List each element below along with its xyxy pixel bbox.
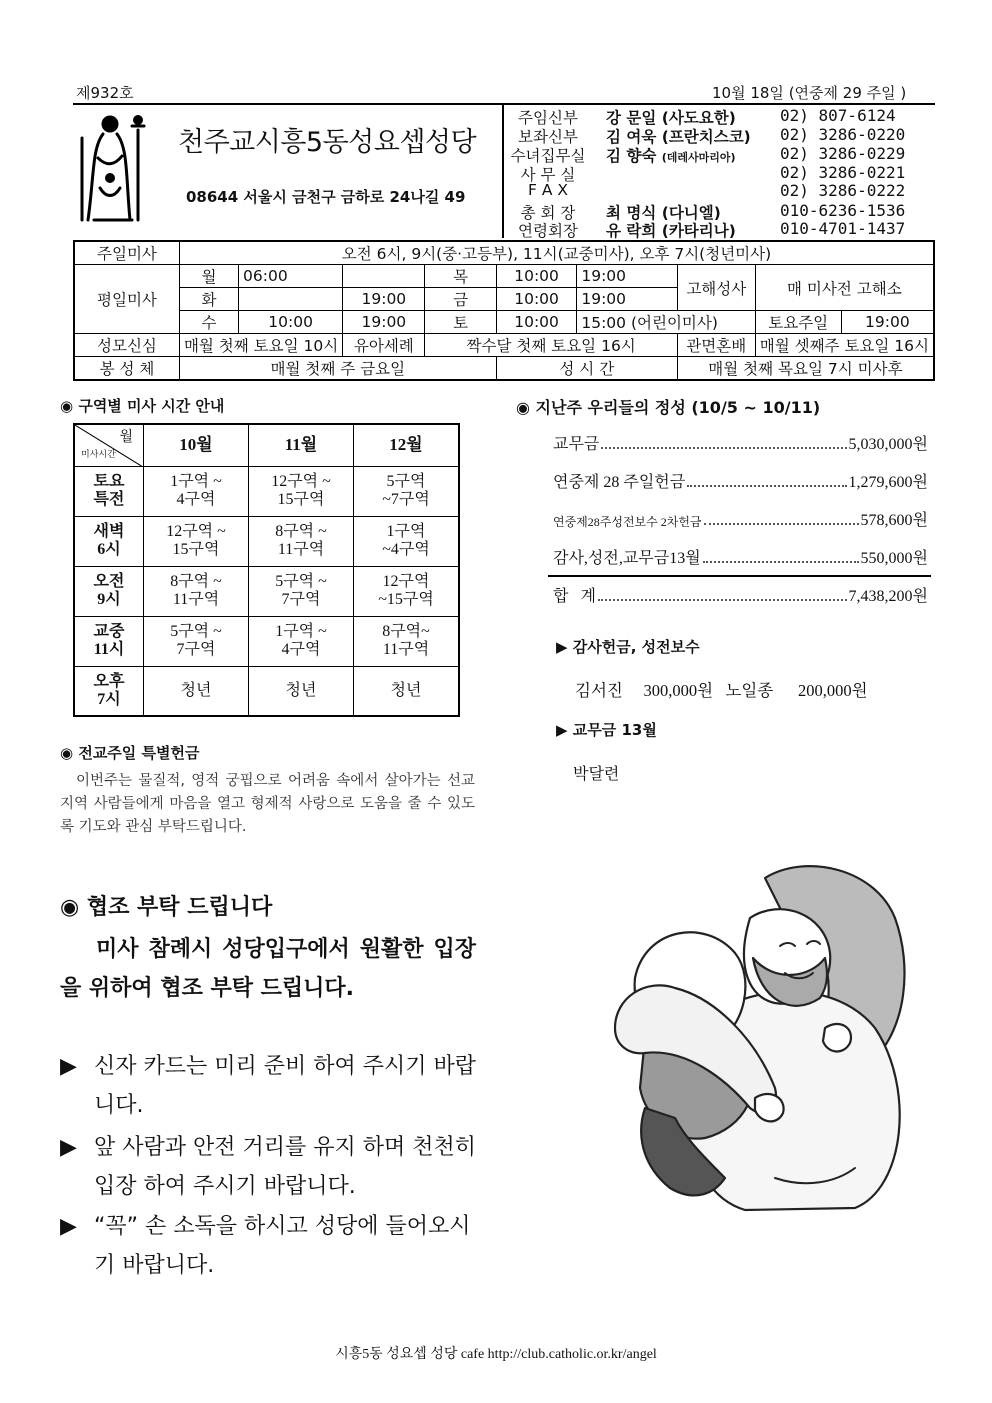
sunday-mass-row (74, 241, 934, 265)
offering-total-rule (548, 575, 931, 577)
contact-row (508, 125, 938, 144)
contact-name: 유 락희 (카타리나) (606, 222, 736, 240)
tithe13-heading: ▶ 교무금 13월 (556, 721, 657, 739)
offering-row: 교무금 5,030,000원 (553, 436, 928, 453)
mass-schedule-table (73, 240, 935, 381)
district-row (74, 466, 459, 516)
holy-hour-label: 성 시 간 (496, 357, 677, 381)
sat-sunday-label: 토요주일 (755, 311, 841, 334)
district-cell: 청년 (144, 666, 249, 716)
time-cell: 19:00 (343, 288, 425, 311)
district-cell: 12구역 ~15구역 (354, 566, 460, 616)
district-row (74, 516, 459, 566)
day-label: 금 (425, 288, 496, 311)
marriage-value: 매월 셋째주 토요일 16시 (755, 334, 934, 357)
time-cell: 19:00 (577, 265, 678, 288)
contact-phone: 010-4701-1437 (780, 219, 906, 238)
corner-time: 미사시간 (81, 448, 116, 459)
contact-name: 김 향숙 (데레사마리아) (606, 147, 736, 165)
time-cell (343, 265, 425, 288)
contact-row (508, 163, 938, 182)
weekday-row (74, 311, 934, 334)
sacrament-row (74, 357, 934, 381)
time-cell: 10:00 (496, 288, 577, 311)
district-cell: 8구역 ~ 11구역 (249, 516, 354, 566)
bullet-circle-icon: ◉ (60, 895, 80, 920)
infant-baptism-label: 유아세례 (343, 334, 425, 357)
issue-number: 제932호 (76, 84, 134, 102)
district-cell: 청년 (354, 666, 460, 716)
triangle-right-icon: ▶ (60, 1054, 77, 1079)
jesus-embracing-child-illustration (575, 858, 945, 1218)
contact-row (508, 219, 938, 238)
holy-hour-value: 매월 첫째 목요일 7시 미사후 (677, 357, 934, 381)
time-cell: 06:00 (239, 265, 343, 288)
contact-role: 수녀집무실 (510, 147, 586, 165)
district-cell: 5구역 ~ 7구역 (144, 616, 249, 666)
infant-baptism-value: 짝수달 첫째 토요일 16시 (425, 334, 677, 357)
day-label: 목 (425, 265, 496, 288)
time-cell: 19:00 (577, 288, 678, 311)
contact-phone: 02) 3286-0220 (780, 125, 906, 144)
triangle-right-icon: ▶ (556, 721, 568, 739)
marriage-label: 관면혼배 (677, 334, 755, 357)
triangle-right-icon: ▶ (556, 638, 568, 656)
row-label: 새벽 6시 (74, 516, 144, 566)
contact-role: 주임신부 (518, 109, 578, 127)
time-cell: 15:00 (어린이미사) (577, 311, 755, 334)
contact-row (508, 181, 938, 200)
month-header: 11월 (249, 424, 354, 466)
contact-divider (502, 104, 504, 238)
district-mass-table (73, 423, 460, 717)
month-header: 10월 (144, 424, 249, 466)
offering-total-row: 합 계 7,438,200원 (553, 588, 928, 605)
district-heading: ◉ 구역별 미사 시간 안내 (60, 397, 225, 415)
day-label: 수 (179, 311, 238, 334)
day-label: 토 (425, 311, 496, 334)
district-cell: 8구역~ 11구역 (354, 616, 460, 666)
confession-value: 매 미사전 고해소 (755, 265, 934, 311)
row-label: 교중 11시 (74, 616, 144, 666)
time-cell: 10:00 (496, 311, 577, 334)
district-header-row (74, 424, 459, 466)
district-cell: 1구역 ~ 4구역 (144, 466, 249, 516)
church-name: 천주교시흥5동성요셉성당 (178, 127, 477, 158)
district-cell: 5구역 ~7구역 (354, 466, 460, 516)
footer-cafe-link[interactable]: 시흥5동 성요셉 성당 cafe http://club.catholic.or.kr/angel (335, 1347, 657, 1362)
contact-row (508, 201, 938, 220)
offering-row: 연중제28주성전보수 2차헌금 578,600원 (553, 512, 928, 529)
row-label: 토요 특전 (74, 466, 144, 516)
thanks-donors: 김서진 300,000원 노일종 200,000원 (575, 681, 868, 700)
church-address: 08644 서울시 금천구 금하로 24나길 49 (186, 188, 466, 206)
contact-phone: 010-6236-1536 (780, 201, 906, 220)
bullet-circle-icon: ◉ (60, 744, 74, 762)
contact-name: 최 명식 (다니엘) (606, 204, 721, 222)
contact-row (508, 144, 938, 163)
issue-date: 10월 18일 (연중제 29 주일 ) (712, 84, 907, 102)
corner-cell (74, 424, 144, 466)
tithe13-donor: 박달련 (573, 766, 620, 783)
mission-heading: ◉ 전교주일 특별헌금 (60, 744, 200, 762)
sacrament-label: 봉 성 체 (74, 357, 179, 381)
sunday-mass-times: 오전 6시, 9시(중·고등부), 11시(교중미사), 오후 7시(청년미사) (179, 241, 934, 265)
row-label: 오전 9시 (74, 566, 144, 616)
time-cell (239, 288, 343, 311)
district-row (74, 616, 459, 666)
contact-phone: 02) 3286-0221 (780, 163, 906, 182)
contact-role: F A X (528, 181, 568, 199)
day-label: 화 (179, 288, 238, 311)
district-cell: 12구역 ~ 15구역 (249, 466, 354, 516)
cooperation-bullet: ▶ 신자 카드는 미리 준비 하여 주시기 바랍니다. (60, 1047, 476, 1125)
offering-row: 연중제 28 주일헌금 1,279,600원 (553, 474, 928, 491)
cooperation-heading: ◉ 협조 부탁 드립니다 (60, 895, 273, 920)
time-cell: 10:00 (239, 311, 343, 334)
contact-role: 총 회 장 (520, 204, 576, 222)
district-cell: 8구역 ~ 11구역 (144, 566, 249, 616)
contact-role: 보좌신부 (518, 128, 578, 146)
holy-family-logo (70, 108, 158, 228)
contact-role: 사 무 실 (520, 166, 576, 184)
contact-name: 김 여욱 (프란치스코) (606, 128, 751, 146)
cooperation-body: 미사 참례시 성당입구에서 원활한 입장을 위하여 협조 부탁 드립니다. (60, 937, 476, 1001)
weekday-mass-label: 평일미사 (74, 265, 179, 334)
sunday-mass-label: 주일미사 (74, 241, 179, 265)
district-cell: 1구역 ~ 4구역 (249, 616, 354, 666)
bullet-circle-icon: ◉ (516, 398, 530, 417)
time-cell: 19:00 (343, 311, 425, 334)
devotion-value: 매월 첫째 토요일 10시 (179, 334, 342, 357)
district-cell: 청년 (249, 666, 354, 716)
sacrament-value: 매월 첫째 주 금요일 (179, 357, 496, 381)
sat-sunday-time: 19:00 (841, 311, 934, 334)
offering-heading: ◉ 지난주 우리들의 정성 (10/5 ~ 10/11) (516, 398, 821, 417)
weekday-row (74, 265, 934, 288)
month-header: 12월 (354, 424, 460, 466)
thanks-heading: ▶ 감사헌금, 성전보수 (556, 638, 700, 656)
time-cell: 10:00 (496, 265, 577, 288)
day-label: 월 (179, 265, 238, 288)
contact-name: 강 문일 (사도요한) (606, 109, 736, 127)
devotion-label: 성모신심 (74, 334, 179, 357)
confession-label: 고해성사 (677, 265, 755, 311)
cooperation-bullet: ▶ “꼭” 손 소독을 하시고 성당에 들어오시기 바랍니다. (60, 1207, 476, 1285)
header-rule (73, 103, 935, 105)
row-label: 오후 7시 (74, 666, 144, 716)
devotion-row (74, 334, 934, 357)
cooperation-bullet: ▶ 앞 사람과 안전 거리를 유지 하며 천천히 입장 하여 주시기 바랍니다. (60, 1128, 476, 1206)
mission-text: 이번주는 물질적, 영적 궁핍으로 어려움 속에서 살아가는 선교지역 사람들에게 마음을 열고 형제적 사랑으로 도움을 줄 수 있도록 기도와 관심 부탁드립니다. (60, 773, 475, 835)
district-cell: 5구역 ~ 7구역 (249, 566, 354, 616)
district-cell: 1구역 ~4구역 (354, 516, 460, 566)
district-cell: 12구역 ~ 15구역 (144, 516, 249, 566)
offering-row: 감사,성전,교무금13월 550,000원 (553, 550, 928, 567)
contact-phone: 02) 807-6124 (780, 106, 896, 125)
contact-row (508, 106, 938, 125)
triangle-right-icon: ▶ (60, 1214, 77, 1239)
triangle-right-icon: ▶ (60, 1135, 77, 1160)
contact-phone: 02) 3286-0222 (780, 181, 906, 200)
district-row (74, 566, 459, 616)
district-row (74, 666, 459, 716)
corner-month: 월 (119, 430, 133, 445)
contact-role: 연령회장 (518, 222, 578, 240)
contact-phone: 02) 3286-0229 (780, 144, 906, 163)
bullet-circle-icon: ◉ (60, 397, 74, 415)
